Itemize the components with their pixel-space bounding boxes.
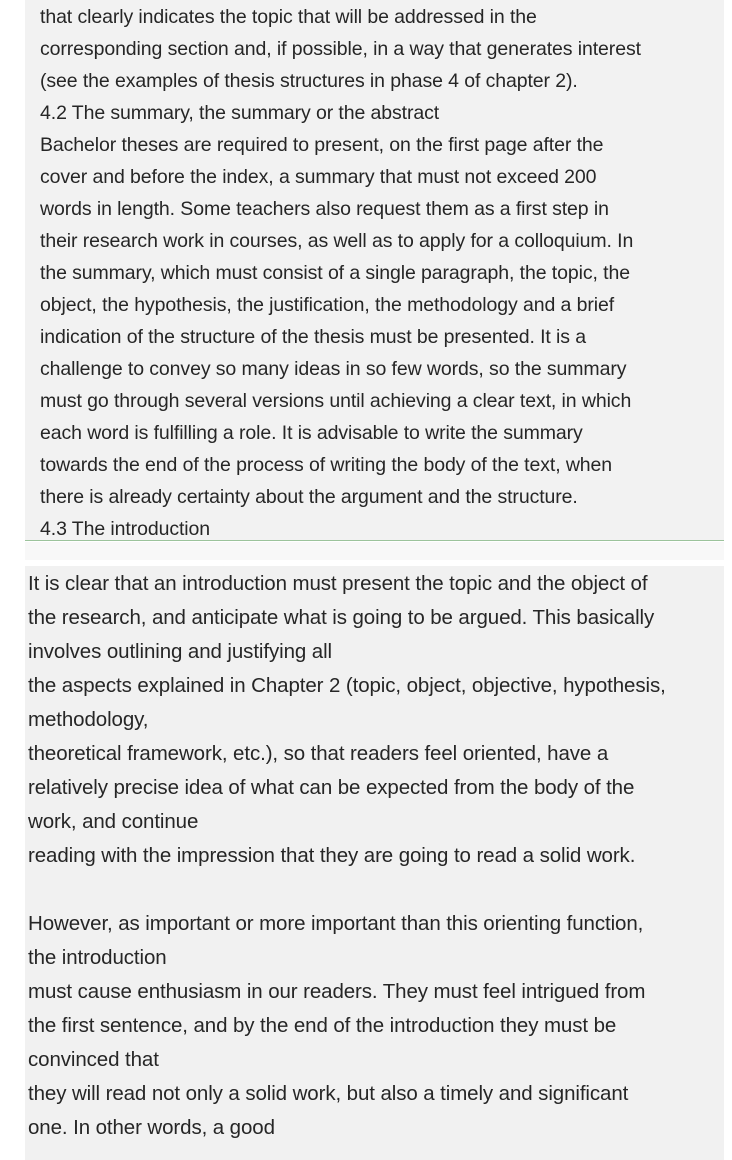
text-line: Bachelor theses are required to present, on the first page after the [40, 134, 604, 156]
text-line: must cause enthusiasm in our readers. They must feel intrigued from [28, 980, 646, 1003]
text-line: relatively precise idea of what can be expected from the body of the [28, 776, 635, 799]
text-line: indication of the structure of the thesis must be presented. It is a [40, 326, 586, 348]
text-line: object, the hypothesis, the justification, the methodology and a brief [40, 294, 615, 316]
text-line: challenge to convey so many ideas in so few words, so the summary [40, 358, 627, 380]
text-line: convinced that [28, 1048, 159, 1071]
panel-divider [25, 542, 724, 560]
text-line: the introduction [28, 946, 167, 969]
text-line: However, as important or more important than this orienting function, [28, 912, 644, 935]
text-line: the research, and anticipate what is going to be argued. This basically [28, 606, 655, 629]
text-line: the first sentence, and by the end of the introduction they must be [28, 1014, 617, 1037]
text-line: reading with the impression that they are going to read a solid work. [28, 844, 636, 867]
text-line: their research work in courses, as well as to apply for a colloquium. In [40, 230, 634, 252]
text-line: It is clear that an introduction must present the topic and the object of [28, 572, 648, 595]
text-line: that clearly indicates the topic that will be addressed in the [40, 6, 537, 28]
text-line: methodology, [28, 708, 149, 731]
text-line: the summary, which must consist of a single paragraph, the topic, the [40, 262, 630, 284]
summary-section-panel [25, 0, 724, 541]
text-line: the aspects explained in Chapter 2 (topic, object, objective, hypothesis, [28, 674, 666, 697]
text-line: (see the examples of thesis structures in phase 4 of chapter 2). [40, 70, 578, 92]
text-line: theoretical framework, etc.), so that readers feel oriented, have a [28, 742, 609, 765]
text-line: each word is fulfilling a role. It is advisable to write the summary [40, 422, 583, 444]
text-line: cover and before the index, a summary that must not exceed 200 [40, 166, 597, 188]
text-line: involves outlining and justifying all [28, 640, 332, 663]
text-line: must go through several versions until achieving a clear text, in which [40, 390, 632, 412]
text-line: corresponding section and, if possible, in a way that generates interest [40, 38, 641, 60]
text-line: work, and continue [28, 810, 199, 833]
text-line: towards the end of the process of writing the body of the text, when [40, 454, 613, 476]
section-heading-4-3: 4.3 The introduction [40, 518, 211, 540]
text-line: there is already certainty about the argument and the structure. [40, 486, 578, 508]
text-line: words in length. Some teachers also request them as a first step in [40, 198, 609, 220]
introduction-section-panel [25, 566, 724, 1160]
text-line: they will read not only a solid work, but also a timely and significant [28, 1082, 629, 1105]
section-heading-4-2: 4.2 The summary, the summary or the abstract [40, 102, 440, 124]
text-line: one. In other words, a good [28, 1116, 275, 1139]
